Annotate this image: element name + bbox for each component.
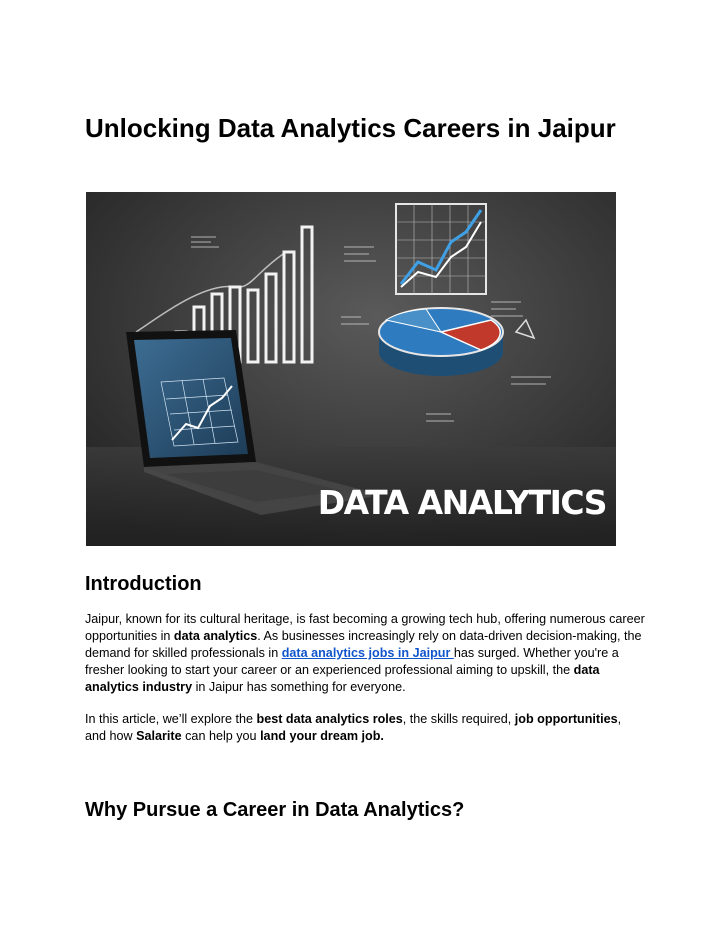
overview-paragraph: In this article, we’ll explore the best data analytics roles, the skills required, job opportunities, and how Salarite can help you land your dream job.	[85, 712, 622, 743]
chalk-pie-chart	[379, 308, 503, 376]
intro-paragraph: Jaipur, known for its cultural heritage, is fast becoming a growing tech hub, offering numerous career opportunities in data analytics. As businesses increasingly rely on data-driven decision-making, the demand for skilled professionals in data analytics jobs in Jaipur has surged. Whether you're a fresher looking to start your career or an experienced professional aiming to upskill, the data analytics industry in Jaipur has something for everyone.	[85, 612, 645, 694]
section-heading-why-pursue: Why Pursue a Career in Data Analytics?	[85, 799, 465, 821]
hero-caption: DATA ANALYTICS	[317, 483, 606, 522]
hero-illustration	[86, 192, 616, 546]
data-analytics-jobs-link[interactable]: data analytics jobs in Jaipur	[281, 646, 454, 660]
section-heading-introduction: Introduction	[85, 573, 202, 595]
hero-image	[86, 192, 616, 546]
page-title: Unlocking Data Analytics Careers in Jaipur	[85, 113, 616, 143]
